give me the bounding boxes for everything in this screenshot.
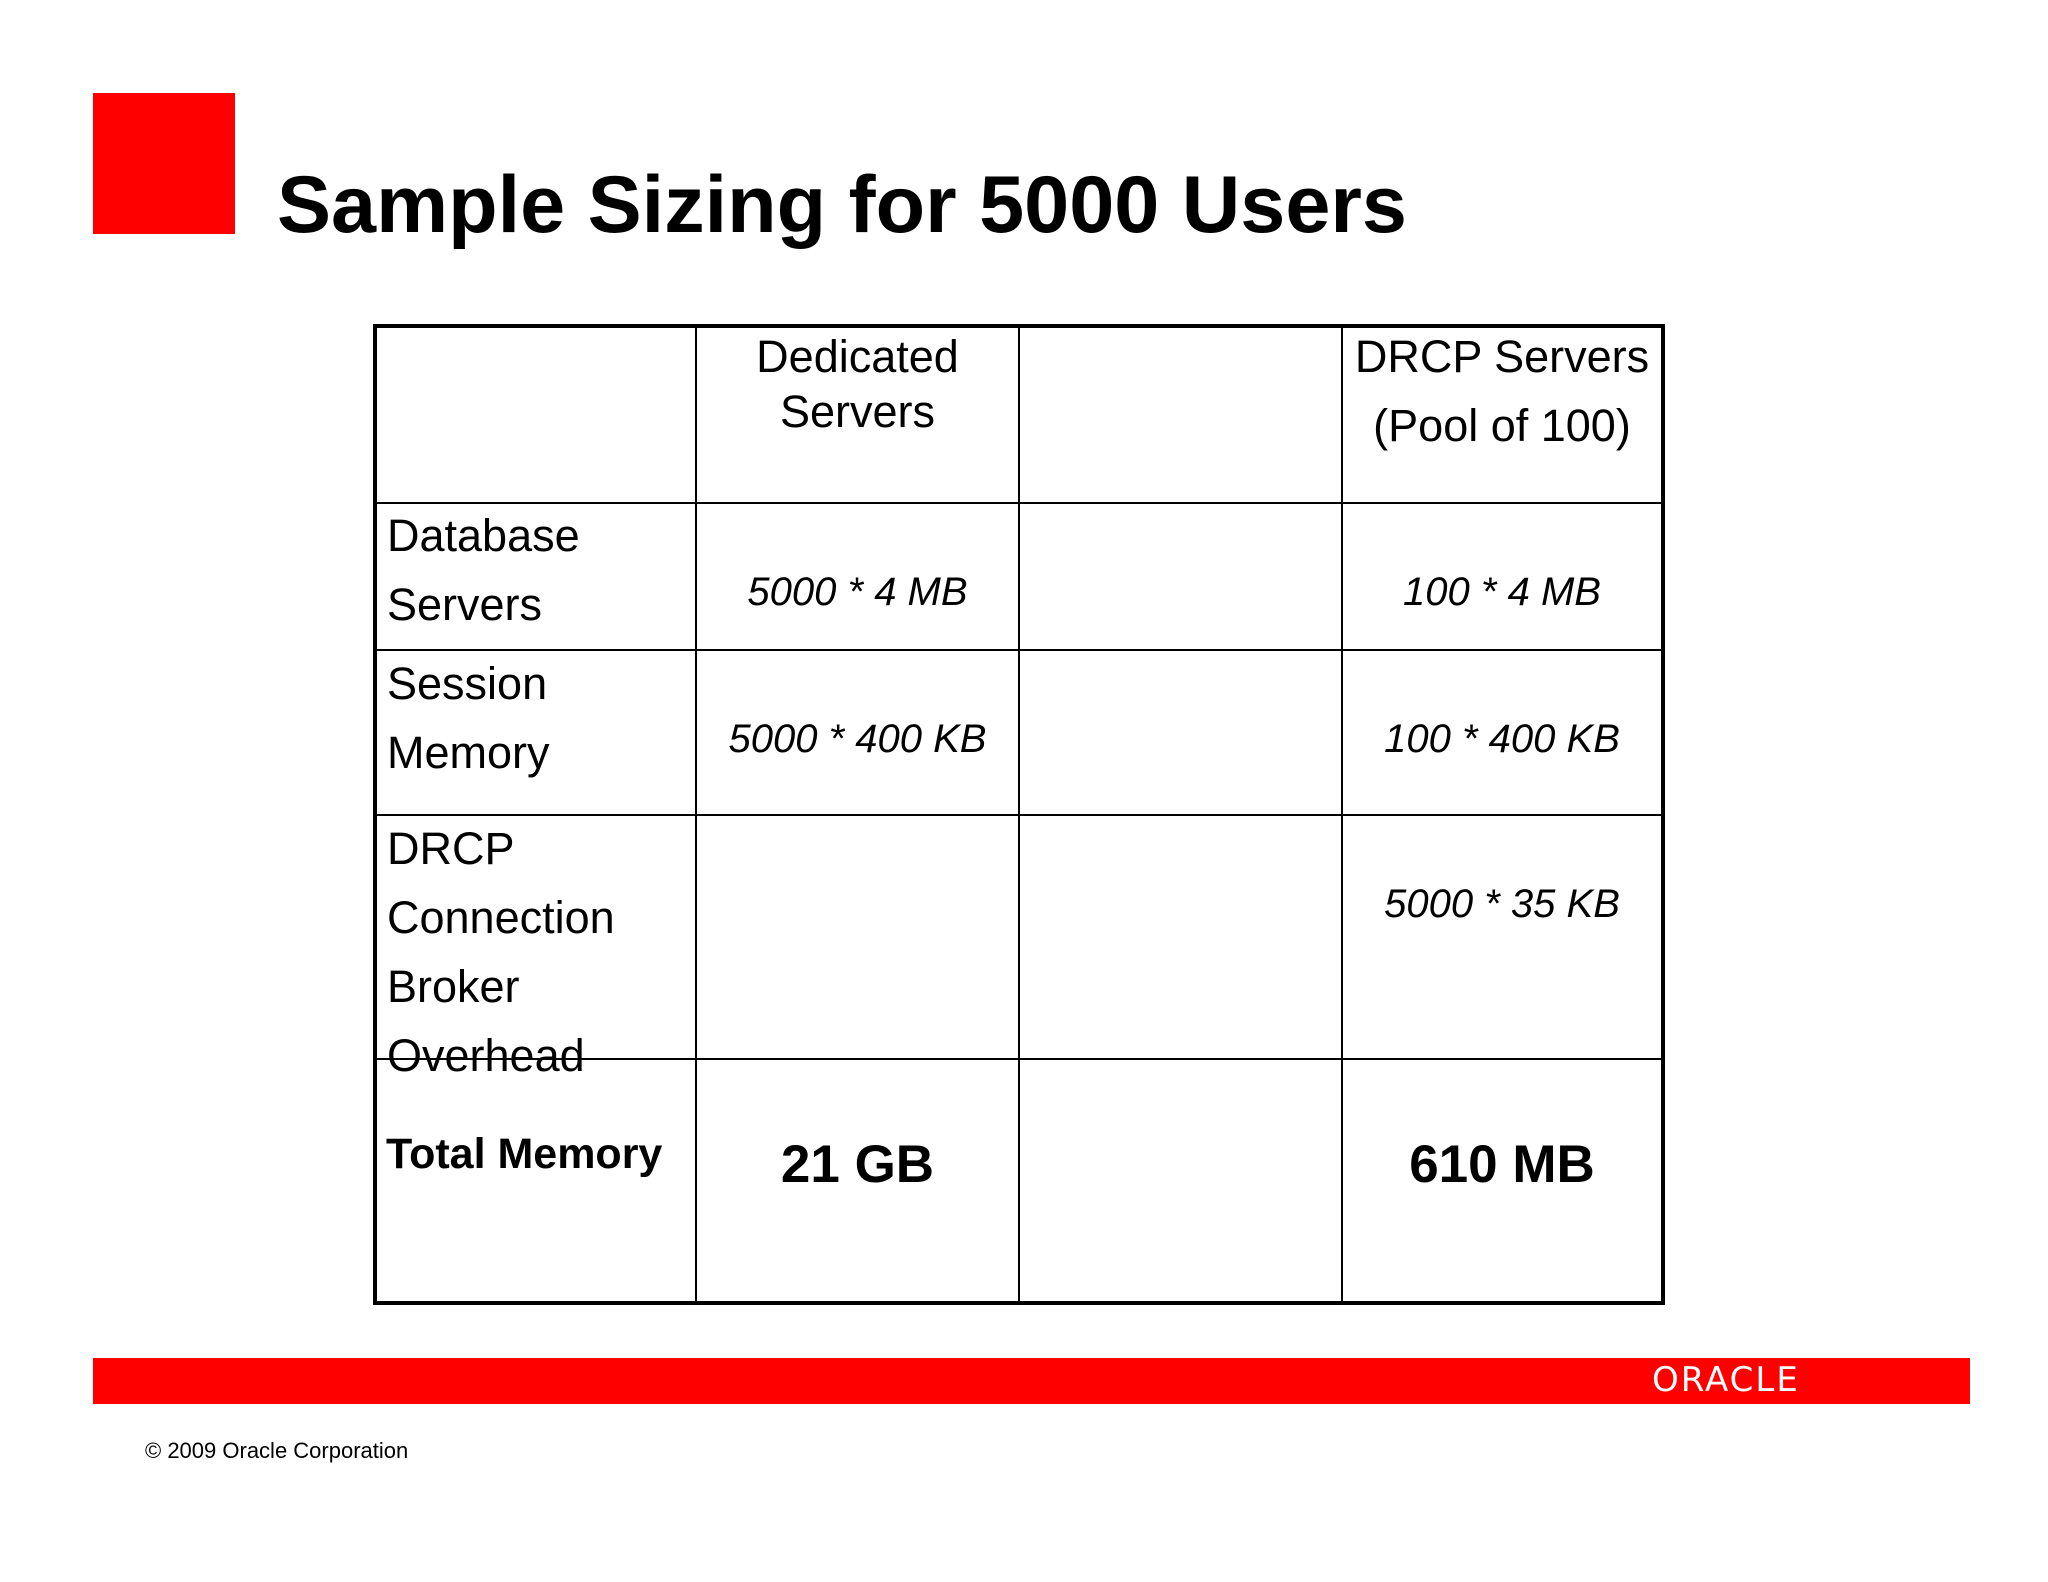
total-drcp: 610 MB xyxy=(1409,1135,1595,1194)
cell-drcp: 100 * 4 MB xyxy=(1403,570,1601,614)
row-label-line: Servers xyxy=(387,579,543,630)
cell-dedicated: 5000 * 4 MB xyxy=(747,570,968,614)
header-dedicated-line2: Servers xyxy=(779,386,936,437)
row-label-line: Broker xyxy=(387,961,520,1012)
table-border-right xyxy=(1661,324,1665,1305)
row-label-line: Database xyxy=(387,510,580,561)
row-label-line: Memory xyxy=(387,727,550,778)
copyright-notice: © 2009 Oracle Corporation xyxy=(145,1438,409,1463)
row-label-line: Session xyxy=(387,658,548,709)
slide-title: Sample Sizing for 5000 Users xyxy=(277,160,1407,250)
row-label-line: Connection xyxy=(387,892,615,943)
cell-dedicated: 5000 * 400 KB xyxy=(728,717,987,761)
header-drcp-line1: DRCP Servers xyxy=(1354,331,1650,382)
oracle-logo: ORACLE xyxy=(1652,1360,1800,1400)
cell-drcp: 100 * 400 KB xyxy=(1384,717,1620,761)
cell-drcp: 5000 * 35 KB xyxy=(1384,882,1620,926)
table-border-left xyxy=(373,324,377,1305)
header-dedicated-line1: Dedicated xyxy=(756,331,959,382)
row-label-line: DRCP xyxy=(387,823,515,874)
table-col-divider xyxy=(1018,324,1020,1303)
header-drcp-line2: (Pool of 100) xyxy=(1373,400,1631,451)
row-label-line: Overhead xyxy=(387,1030,585,1081)
total-label: Total Memory xyxy=(386,1130,663,1178)
total-dedicated: 21 GB xyxy=(780,1135,935,1194)
